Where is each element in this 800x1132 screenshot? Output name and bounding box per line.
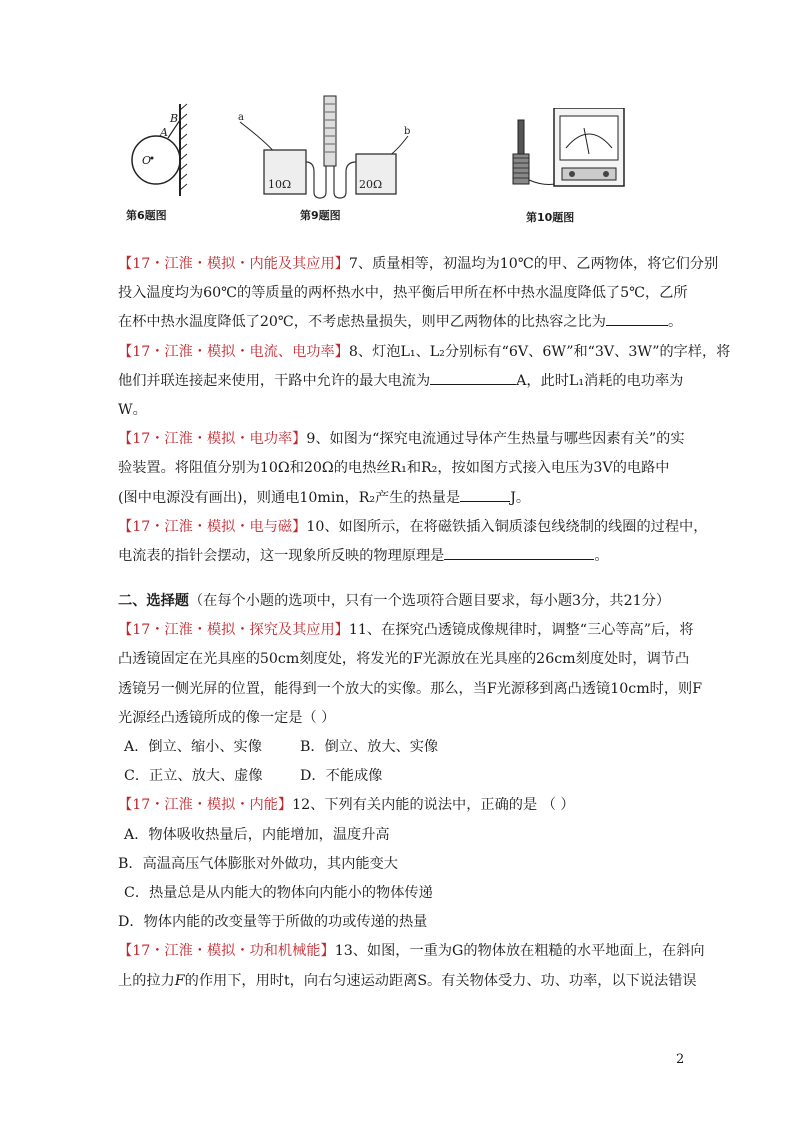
label-o: O xyxy=(142,154,152,167)
q11-tag: 【17・江淮・模拟・探究及其应用】 xyxy=(118,622,349,639)
q9-line-1: 【17・江淮・模拟・电功率】9、如图为“探究电流通过导体产生热量与哪些因素有关”的实 xyxy=(118,431,685,448)
q8-answer-blank[interactable] xyxy=(430,370,516,385)
q9-line-2: 验装置。将阻值分别为10Ω和20Ω的电热丝R₁和R₂，按如图方式接入电压为3V的电路中 xyxy=(118,460,670,477)
fig9-caption: 第9题图 xyxy=(300,209,341,222)
q7-answer-blank[interactable] xyxy=(606,311,668,326)
q10-line-1: 【17・江淮・模拟・电与磁】10、如图所示，在将磁铁插入铜质漆包线绕制的线圈的过程中， xyxy=(118,518,708,535)
q12-option-d[interactable]: D．物体内能的改变量等于所做的功或传递的热量 xyxy=(118,914,428,931)
figure-6 xyxy=(124,100,194,200)
q12-option-a[interactable]: A．物体吸收热量后，内能增加，温度升高 xyxy=(124,826,390,843)
q12-line-1: 【17・江淮・模拟・内能】12、下列有关内能的说法中，正确的是 （ ） xyxy=(118,797,575,814)
fig6-caption: 第6题图 xyxy=(126,209,167,222)
section-2-desc: （在每个小题的选项中，只有一个选项符合题目要求，每小题3分，共21分） xyxy=(188,593,671,610)
pulley-diagram xyxy=(124,100,194,200)
page-number: 2 xyxy=(676,1052,685,1067)
q12-tag: 【17・江淮・模拟・内能】 xyxy=(118,797,293,814)
resistor-r1-label: 10Ω xyxy=(268,178,292,191)
q13-line-2: 上的拉力F的作用下，用时t，向右匀速运动距离S。有关物体受力、功、功率，以下说法错误 xyxy=(118,972,697,989)
q11-option-a[interactable]: A．倒立、缩小、实像 xyxy=(124,739,262,755)
q11-options-ab xyxy=(118,733,684,762)
q8-line-2: 他们并联连接起来使用，干路中允许的最大电流为 A，此时L₁消耗的电功率为 xyxy=(118,367,684,396)
q11-option-d[interactable]: D．不能成像 xyxy=(300,768,383,785)
figure-10 xyxy=(512,108,632,206)
q10-answer-blank[interactable] xyxy=(444,545,594,560)
resistor-r2-label: 20Ω xyxy=(359,178,383,191)
q12-option-c[interactable]: C．热量总是从内能大的物体向内能小的物体传递 xyxy=(124,884,433,901)
q8-line-3: W。 xyxy=(118,401,147,418)
section-2-title: 二、选择题 xyxy=(118,593,189,610)
q11-line-3: 透镜另一侧光屏的位置，能得到一个放大的实像。那么，当F光源移到离凸透镜10cm时，则F xyxy=(118,680,703,697)
q13-line-1: 【17・江淮・模拟・功和机械能】13、如图，一重为G的物体放在粗糙的水平地面上，在斜向 xyxy=(118,943,705,960)
q9-line-3: (图中电源没有画出)，则通电10min，R₂产生的热量是 J。 xyxy=(118,484,684,513)
galvanometer-coil-diagram xyxy=(512,108,632,206)
q9-answer-blank[interactable] xyxy=(460,487,510,502)
q8-tag: 【17・江淮・模拟・电流、电功率】 xyxy=(118,343,349,360)
question-body xyxy=(118,250,731,996)
fig10-caption: 第10题图 xyxy=(526,211,575,224)
q11-option-c[interactable]: C．正立、放大、虚像 xyxy=(124,768,263,785)
label-b: B xyxy=(170,112,179,125)
q11-options-cd xyxy=(118,762,684,791)
q10-line-2: 电流表的指针会摆动，这一现象所反映的物理原理是 。 xyxy=(118,542,684,571)
section-2-heading xyxy=(118,587,684,616)
q11-option-b[interactable]: B．倒立、放大、实像 xyxy=(300,739,439,755)
label-a: A xyxy=(160,126,168,139)
q11-line-2: 凸透镜固定在光具座的50cm刻度处，将发光的F光源放在光具座的26cm刻度处时，调节凸 xyxy=(118,651,690,668)
force-symbol: F xyxy=(174,972,185,989)
heating-apparatus-diagram xyxy=(236,92,412,204)
q7-line-2: 投入温度均为60℃的等质量的两杯热水中，热平衡后甲所在杯中热水温度降低了5℃，乙所 xyxy=(118,285,688,302)
q11-line-1: 【17・江淮・模拟・探究及其应用】11、在探究凸透镜成像规律时，调整“三心等高”后，将 xyxy=(118,622,694,639)
q7-tag: 【17・江淮・模拟・内能及其应用】 xyxy=(118,256,349,272)
q8-line-1: 【17・江淮・模拟・电流、电功率】8、灯泡L₁、L₂分别标有“6V、6W”和“3V、3W”的字样，将 xyxy=(118,343,731,360)
q13-tag: 【17・江淮・模拟・功和机械能】 xyxy=(118,943,335,960)
q9-tag: 【17・江淮・模拟・电功率】 xyxy=(118,431,307,448)
label-b-wire: b xyxy=(404,126,411,137)
q7-line-1: 【17・江淮・模拟・内能及其应用】7、质量相等，初温均为10℃的甲、乙两物体，将它们分别 xyxy=(118,256,719,272)
figure-9 xyxy=(236,92,412,204)
label-a-wire: a xyxy=(238,112,244,123)
q11-line-4: 光源经凸透镜所成的像一定是（ ） xyxy=(118,709,336,726)
figures-row xyxy=(118,92,698,232)
q10-tag: 【17・江淮・模拟・电与磁】 xyxy=(118,518,307,535)
q7-line-3: 在杯中热水温度降低了20℃，不考虑热量损失，则甲乙两物体的比热容之比为 。 xyxy=(118,308,684,337)
q12-option-b[interactable]: B．高温高压气体膨胀对外做功，其内能变大 xyxy=(118,855,398,872)
